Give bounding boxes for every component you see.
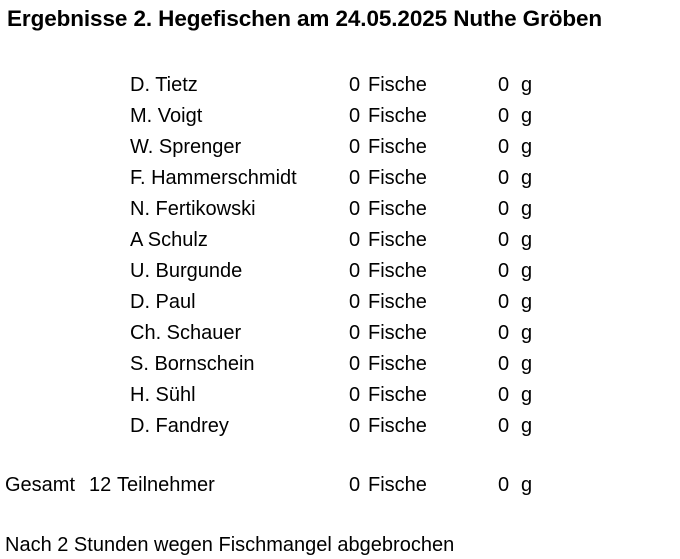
weight-value: 0 — [498, 198, 510, 220]
result-row — [0, 287, 680, 318]
participant-name: D. Tietz — [130, 74, 198, 96]
participant-name: D. Paul — [130, 291, 196, 313]
weight-unit: g — [521, 260, 533, 282]
fish-unit: Fische — [368, 415, 427, 437]
result-row — [0, 349, 680, 380]
result-row — [0, 132, 680, 163]
result-row — [0, 380, 680, 411]
participant-name: M. Voigt — [130, 105, 203, 127]
weight-unit: g — [521, 198, 533, 220]
participant-name: H. Sühl — [130, 384, 196, 406]
fish-unit: Fische — [368, 136, 427, 158]
result-row — [0, 70, 680, 101]
participant-name: S. Bornschein — [130, 353, 255, 375]
result-row — [0, 411, 680, 442]
total-weight-unit: g — [521, 474, 533, 496]
weight-value: 0 — [498, 167, 510, 189]
participant-name: A Schulz — [130, 229, 208, 251]
weight-value: 0 — [498, 260, 510, 282]
total-fish-count: 0 — [349, 474, 361, 496]
participant-name: F. Hammerschmidt — [130, 167, 297, 189]
participant-name: U. Burgunde — [130, 260, 243, 282]
fish-count: 0 — [349, 198, 361, 220]
weight-value: 0 — [498, 322, 510, 344]
weight-unit: g — [521, 415, 533, 437]
weight-unit: g — [521, 291, 533, 313]
fish-count: 0 — [349, 415, 361, 437]
fish-count: 0 — [349, 105, 361, 127]
weight-value: 0 — [498, 384, 510, 406]
participant-name: N. Fertikowski — [130, 198, 256, 220]
fish-unit: Fische — [368, 353, 427, 375]
fish-unit: Fische — [368, 167, 427, 189]
fish-count: 0 — [349, 322, 361, 344]
fish-unit: Fische — [368, 105, 427, 127]
fish-unit: Fische — [368, 291, 427, 313]
result-row — [0, 194, 680, 225]
weight-value: 0 — [498, 136, 510, 158]
result-row — [0, 163, 680, 194]
fish-count: 0 — [349, 136, 361, 158]
total-fish-unit: Fische — [368, 474, 427, 496]
weight-unit: g — [521, 322, 533, 344]
fish-count: 0 — [349, 74, 361, 96]
participant-name: D. Fandrey — [130, 415, 229, 437]
weight-unit: g — [521, 136, 533, 158]
fish-count: 0 — [349, 167, 361, 189]
weight-unit: g — [521, 74, 533, 96]
fish-unit: Fische — [368, 384, 427, 406]
result-row — [0, 318, 680, 349]
fish-count: 0 — [349, 291, 361, 313]
fish-count: 0 — [349, 260, 361, 282]
fish-unit: Fische — [368, 198, 427, 220]
participants-count: 12 — [89, 474, 112, 496]
total-weight: 0 — [498, 474, 510, 496]
result-row — [0, 256, 680, 287]
total-label: Gesamt — [5, 474, 76, 496]
weight-value: 0 — [498, 74, 510, 96]
footer-note: Nach 2 Stunden wegen Fischmangel abgebrochen — [5, 534, 455, 556]
weight-unit: g — [521, 229, 533, 251]
total-row — [0, 470, 680, 501]
fish-count: 0 — [349, 229, 361, 251]
weight-value: 0 — [498, 353, 510, 375]
page-title: Ergebnisse 2. Hegefischen am 24.05.2025 Nuthe Gröben — [7, 6, 603, 31]
participant-name: Ch. Schauer — [130, 322, 242, 344]
fish-count: 0 — [349, 353, 361, 375]
fish-unit: Fische — [368, 229, 427, 251]
weight-value: 0 — [498, 229, 510, 251]
participants-label: Teilnehmer — [117, 474, 215, 496]
result-row — [0, 225, 680, 256]
fish-unit: Fische — [368, 74, 427, 96]
weight-unit: g — [521, 167, 533, 189]
participant-name: W. Sprenger — [130, 136, 242, 158]
weight-unit: g — [521, 384, 533, 406]
weight-value: 0 — [498, 291, 510, 313]
weight-value: 0 — [498, 105, 510, 127]
weight-value: 0 — [498, 415, 510, 437]
fish-count: 0 — [349, 384, 361, 406]
fish-unit: Fische — [368, 260, 427, 282]
weight-unit: g — [521, 353, 533, 375]
weight-unit: g — [521, 105, 533, 127]
fish-unit: Fische — [368, 322, 427, 344]
results-list — [0, 70, 680, 442]
result-row — [0, 101, 680, 132]
